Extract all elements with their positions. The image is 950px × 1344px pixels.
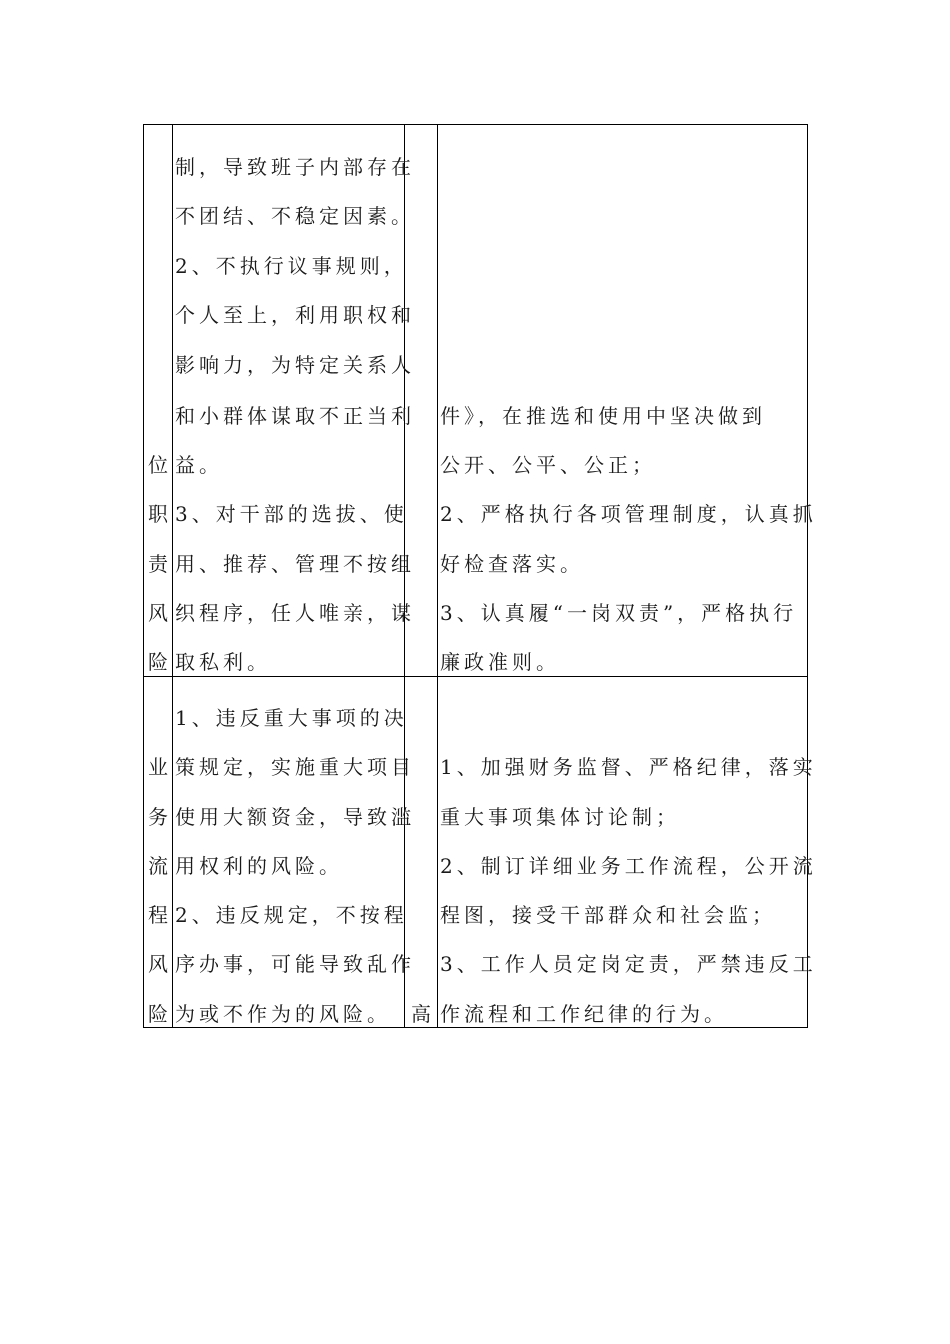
row2-category-char: 流 xyxy=(148,854,168,878)
row1-category-char: 职 xyxy=(148,502,168,526)
row1-risk-line: 和小群体谋取不正当利 xyxy=(175,404,415,428)
table-bottom-border xyxy=(143,1027,808,1028)
row2-risk-line: 用权利的风险。 xyxy=(175,854,343,878)
row2-measure-line: 1、加强财务监督、严格纪律，落实 xyxy=(440,755,817,779)
row1-category-char: 位 xyxy=(148,453,168,477)
row1-measure-line: 好检查落实。 xyxy=(440,552,584,576)
row2-measure-line: 作流程和工作纪律的行为。 xyxy=(440,1002,728,1026)
row2-category-char: 务 xyxy=(148,805,168,829)
table-top-border xyxy=(143,124,808,125)
row2-measure-line: 3、工作人员定岗定责，严禁违反工 xyxy=(440,952,817,976)
row2-measure-line: 程图，接受干部群众和社会监； xyxy=(440,903,776,927)
row2-category-char: 风 xyxy=(148,952,168,976)
row1-measure-line: 公开、公平、公正； xyxy=(440,453,656,477)
col-divider-3 xyxy=(437,124,438,1028)
row2-risk-level: 高 xyxy=(411,1002,431,1026)
row1-risk-line: 制，导致班子内部存在 xyxy=(175,155,415,179)
row1-category-char: 责 xyxy=(148,552,168,576)
row2-category-char: 业 xyxy=(148,755,168,779)
row1-measure-line: 3、认真履“一岗双责”，严格执行 xyxy=(440,601,798,625)
table-right-border xyxy=(807,124,808,1028)
row2-category-char: 险 xyxy=(148,1002,168,1026)
row1-risk-line: 不团结、不稳定因素。 xyxy=(175,204,415,228)
row1-risk-line: 个人至上，利用职权和 xyxy=(175,303,415,327)
row1-risk-line: 取私利。 xyxy=(175,650,271,674)
row2-measure-line: 2、制订详细业务工作流程，公开流 xyxy=(440,854,817,878)
row1-risk-line: 2、不执行议事规则， xyxy=(175,254,408,278)
row1-category-char: 风 xyxy=(148,601,168,625)
row2-risk-line: 策规定，实施重大项目 xyxy=(175,755,415,779)
row1-risk-line: 3、对干部的选拔、使 xyxy=(175,502,408,526)
row1-risk-line: 益。 xyxy=(175,453,223,477)
table-left-border xyxy=(143,124,144,1028)
row1-measure-line: 件》，在推选和使用中坚决做到 xyxy=(440,404,766,428)
row2-risk-line: 2、违反规定，不按程 xyxy=(175,903,408,927)
row1-measure-line: 2、严格执行各项管理制度，认真抓 xyxy=(440,502,817,526)
row1-measure-line: 廉政准则。 xyxy=(440,650,560,674)
row1-category-char: 险 xyxy=(148,650,168,674)
col-divider-1 xyxy=(172,124,173,1028)
row2-measure-line: 重大事项集体讨论制； xyxy=(440,805,680,829)
row-divider xyxy=(143,676,808,677)
row2-risk-line: 为或不作为的风险。 xyxy=(175,1002,391,1026)
row2-risk-line: 1、违反重大事项的决 xyxy=(175,706,408,730)
row1-risk-line: 织程序，任人唯亲，谋 xyxy=(175,601,415,625)
row2-risk-line: 使用大额资金，导致滥 xyxy=(175,805,415,829)
row1-risk-line: 影响力，为特定关系人 xyxy=(175,353,415,377)
row2-risk-line: 序办事，可能导致乱作 xyxy=(175,952,415,976)
row2-category-char: 程 xyxy=(148,903,168,927)
row1-risk-line: 用、推荐、管理不按组 xyxy=(175,552,415,576)
